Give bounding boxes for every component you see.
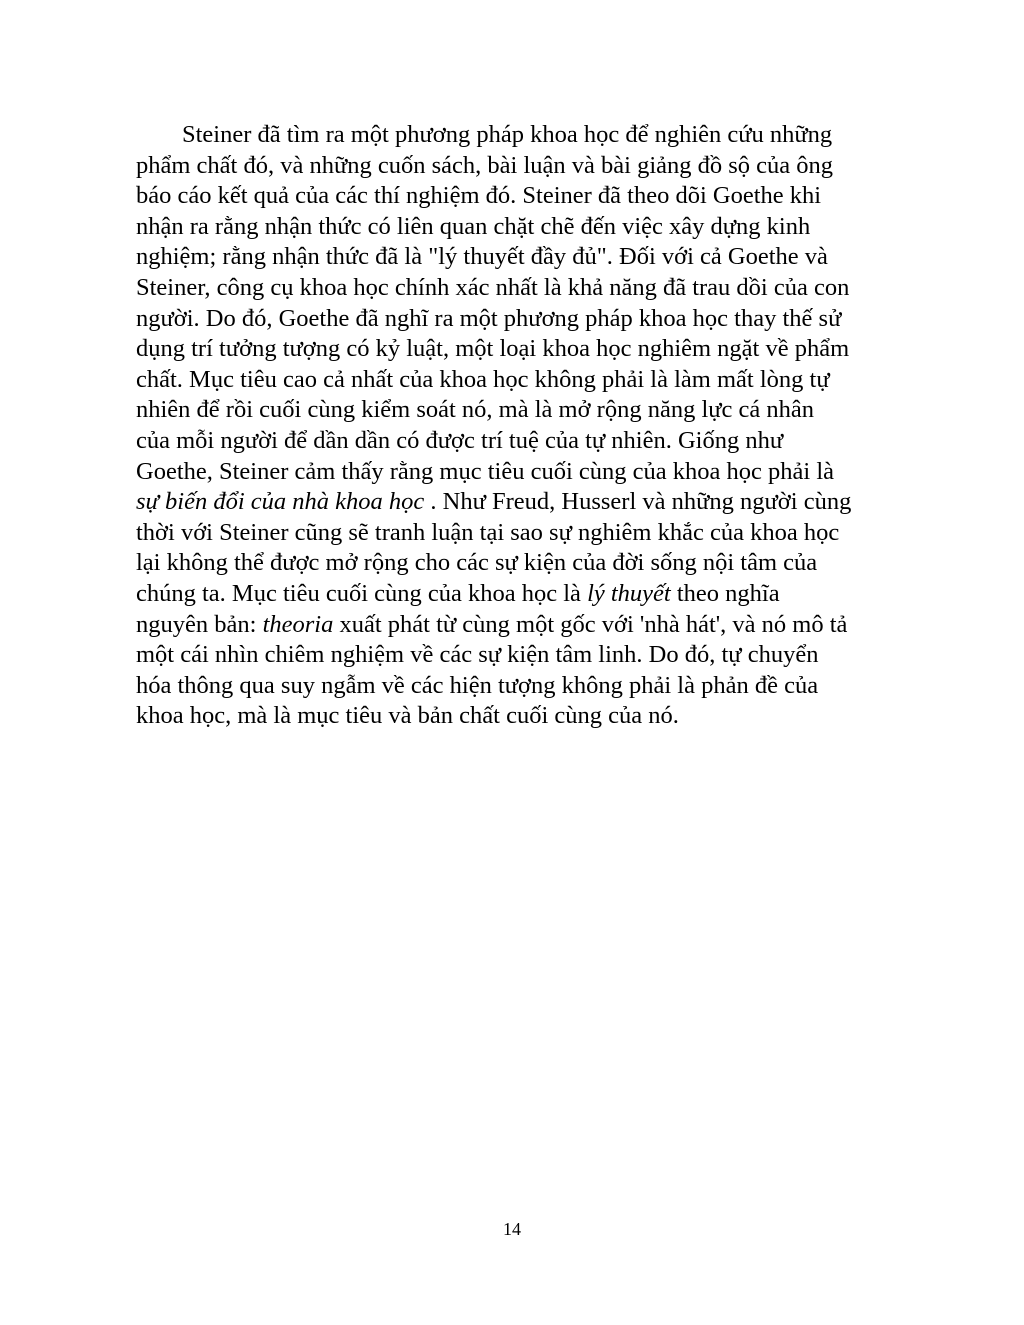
paragraph-line — [136, 579, 916, 610]
paragraph-line: người. Do đó, Goethe đã nghĩ ra một phương pháp khoa học thay thế sử — [136, 304, 842, 332]
paragraph-line: Steiner, công cụ khoa học chính xác nhất là khả năng đã trau dồi của con — [136, 273, 850, 301]
paragraph-line: Steiner đã tìm ra một phương pháp khoa học để nghiên cứu những — [182, 121, 833, 148]
line-text: nguyên bản: — [136, 610, 263, 638]
line-text: theo nghĩa — [670, 579, 780, 607]
italic-phrase: sự biến đổi của nhà khoa học — [136, 488, 425, 516]
line-text: chúng ta. Mục tiêu cuối cùng của khoa học là — [136, 579, 588, 607]
paragraph-line: Goethe, Steiner cảm thấy rằng mục tiêu cuối cùng của khoa học phải là — [136, 457, 834, 485]
page-number: 14 — [503, 1219, 521, 1239]
paragraph-line — [136, 610, 916, 641]
paragraph-line: phẩm chất đó, và những cuốn sách, bài luận và bài giảng đồ sộ của ông — [136, 151, 834, 179]
line-text: xuất phát từ cùng một gốc với 'nhà hát', và nó mô tả — [333, 610, 848, 638]
italic-term: theoria — [262, 610, 334, 638]
paragraph-line: nhận ra rằng nhận thức có liên quan chặt chẽ đến việc xây dựng kinh — [136, 212, 811, 240]
paragraph-line: dụng trí tưởng tượng có kỷ luật, một loại khoa học nghiêm ngặt về phẩm — [136, 335, 850, 363]
paragraph-line — [136, 487, 916, 518]
paragraph-line: khoa học, mà là mục tiêu và bản chất cuối cùng của nó. — [136, 702, 679, 730]
paragraph-line: báo cáo kết quả của các thí nghiệm đó. Steiner đã theo dõi Goethe khi — [136, 182, 822, 210]
line-text: . Như Freud, Husserl và những người cùng — [424, 488, 852, 516]
body-paragraph — [136, 120, 916, 732]
paragraph-line: nghiệm; rằng nhận thức đã là "lý thuyết đầy đủ". Đối với cả Goethe và — [136, 243, 828, 271]
italic-term: lý thuyết — [587, 579, 671, 607]
paragraph-line: thời với Steiner cũng sẽ tranh luận tại sao sự nghiêm khắc của khoa học — [136, 518, 840, 546]
paragraph-line: chất. Mục tiêu cao cả nhất của khoa học không phải là làm mất lòng tự — [136, 365, 830, 393]
paragraph-line: hóa thông qua suy ngẫm về các hiện tượng không phải là phản đề của — [136, 671, 819, 699]
paragraph-line: lại không thể được mở rộng cho các sự kiện của đời sống nội tâm của — [136, 549, 818, 577]
paragraph-line: nhiên để rồi cuối cùng kiểm soát nó, mà là mở rộng năng lực cá nhân — [136, 396, 815, 424]
paragraph-line: của mỗi người để dần dần có được trí tuệ của tự nhiên. Giống như — [136, 426, 784, 454]
paragraph-line: một cái nhìn chiêm nghiệm về các sự kiện tâm linh. Do đó, tự chuyển — [136, 641, 819, 669]
